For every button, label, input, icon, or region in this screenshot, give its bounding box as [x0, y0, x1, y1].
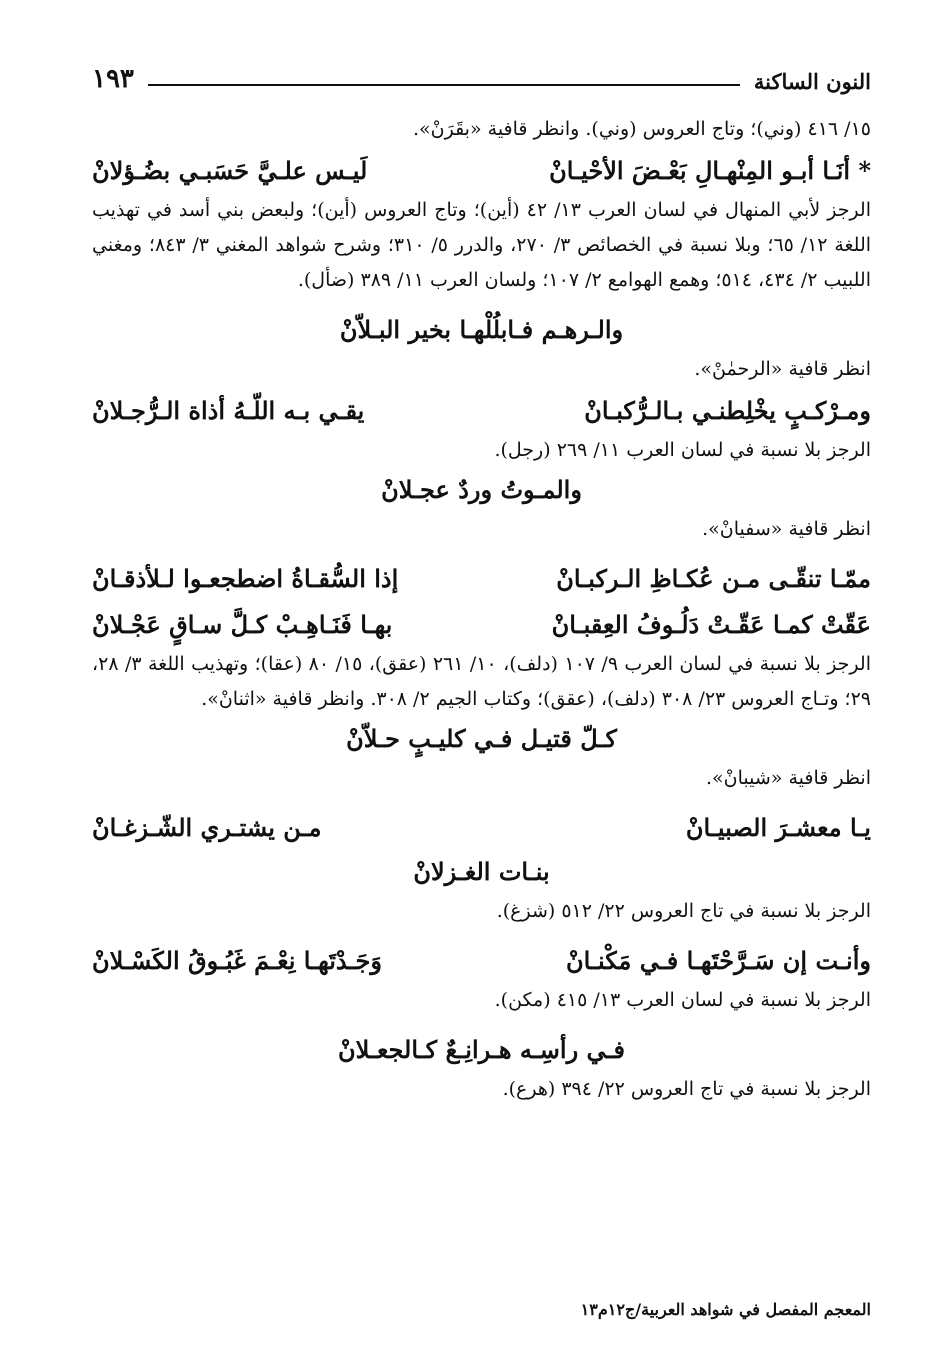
single-verse-line: فـي رأسِـه هـرانِـعٌ كـالجعـلانْ — [337, 1035, 626, 1064]
running-title: النون الساكنة — [753, 69, 871, 94]
citation-paragraph: ١٥/ ٤١٦ (وني)؛ وتاج العروس (وني). وانظر قافية «بقَرَنْ». — [412, 118, 871, 140]
verse-second-hemistich: يقـي بـه اللّـهُ أذاة الـرُّجـلانْ — [92, 396, 365, 425]
verse-second-hemistich: بهـا فَنَـاهِـبْ كـلَّ سـاقٍ عَجْـلانْ — [92, 610, 393, 639]
page-body — [92, 112, 871, 1107]
single-verse-line: والـرهـم فـابلُلْهـا بخير البـلاّنْ — [339, 315, 624, 344]
verse-line — [92, 389, 871, 433]
verse-line — [92, 149, 871, 193]
citation-paragraph: الرجز بلا نسبة في لسان العرب ١٣/ ٤١٥ (مكن). — [494, 989, 871, 1011]
single-verse-line: والمـوتُ وردٌ عجـلانْ — [381, 475, 582, 504]
verse-first-hemistich: عَقّتْ كمـا عَقّـتْ دَلُـوفُ العِقبـانْ — [551, 610, 871, 639]
verse-first-hemistich: يـا معشـرَ الصبيـانْ — [685, 813, 871, 842]
verse-line — [92, 939, 871, 983]
citation-paragraph: الرجز بلا نسبة في لسان العرب ٩/ ١٠٧ (دلف)، ١٠/ ٢٦١ (عقق)، ١٥/ ٨٠ (عقا)؛ وتهذيب اللغة ٣/ ٢٨، ٢٩؛ وتـاج العروس ٢٣/ ٣٠٨ (دلف)، (عقق)؛ وكتاب الجيم ٢/ ٣٠٨. وانظر قافية «اثنانْ». — [92, 653, 871, 710]
header-rule — [148, 84, 740, 86]
verse-line — [92, 603, 871, 647]
cross-reference: انظر قافية «شيبانْ». — [705, 767, 871, 789]
citation-paragraph: الرجز بلا نسبة في لسان العرب ١١/ ٢٦٩ (رجل). — [494, 439, 871, 461]
page-header — [92, 52, 871, 92]
citation-paragraph: الرجز لأبي المنهال في لسان العرب ١٣/ ٤٢ (أين)؛ وتاج العروس (أين)؛ ولبعض بني أسد في تهذيب اللغة ١٢/ ٦٥؛ وبلا نسبة في الخصائص ٣/ ٢٧٠، والدرر ٥/ ٣١٠؛ وشرح شواهد المغني ٣/ ٨٤٣؛ ومغني اللبيب ٢/ ٤٣٤، ٥١٤؛ وهمع الهوامع ٢/ ١٠٧؛ ولسان العرب ١١/ ٣٨٩ (ضأل). — [92, 199, 872, 291]
cross-reference: انظر قافية «الرحمٰنْ». — [694, 358, 871, 380]
single-verse-line: كـلّ قتيـل فـي كليـبٍ حـلاّنْ — [346, 724, 617, 753]
citation-paragraph: الرجز بلا نسبة في تاج العروس ٢٢/ ٣٩٤ (هرع). — [502, 1078, 871, 1100]
citation-paragraph: الرجز بلا نسبة في تاج العروس ٢٢/ ٥١٢ (شزغ). — [496, 900, 871, 922]
verse-second-hemistich: وَجَـدْتَهـا نِعْـمَ غَبُـوقُ الكَسْـلانْ — [92, 946, 382, 975]
verse-line — [92, 806, 871, 850]
verse-second-hemistich: إذا السُّقـاةُ اضطجعـوا لـلأذقـانْ — [92, 564, 399, 593]
page-footer: المعجم المفصل في شواهد العربية/ج١٢م١٣ — [580, 1300, 871, 1319]
verse-line — [92, 557, 871, 601]
verse-second-hemistich: مـن يشتـري الشّـزغـانْ — [92, 813, 322, 842]
verse-second-hemistich: لَيـس علـيَّ حَسَبـي بضُـؤلانْ — [92, 156, 368, 185]
verse-first-hemistich: وأنـت إن سَـرَّحْتَهـا فـي مَكْنـانْ — [566, 946, 871, 975]
verse-first-hemistich: * أنَـا أبـو المِنْهـالِ بَعْـضَ الأحْيـانْ — [549, 156, 871, 185]
verse-first-hemistich: ومـرْكـبٍ يخْلِطنـي بـالـرُّكبـانْ — [584, 396, 871, 425]
page-number: ١٩٣ — [92, 64, 134, 94]
single-verse-line: بنـات الغـزلانْ — [413, 857, 550, 886]
cross-reference: انظر قافية «سفيانْ». — [702, 518, 871, 540]
verse-first-hemistich: ممّـا تنقّـى مـن عُكـاظِ الـركبـانْ — [556, 564, 871, 593]
